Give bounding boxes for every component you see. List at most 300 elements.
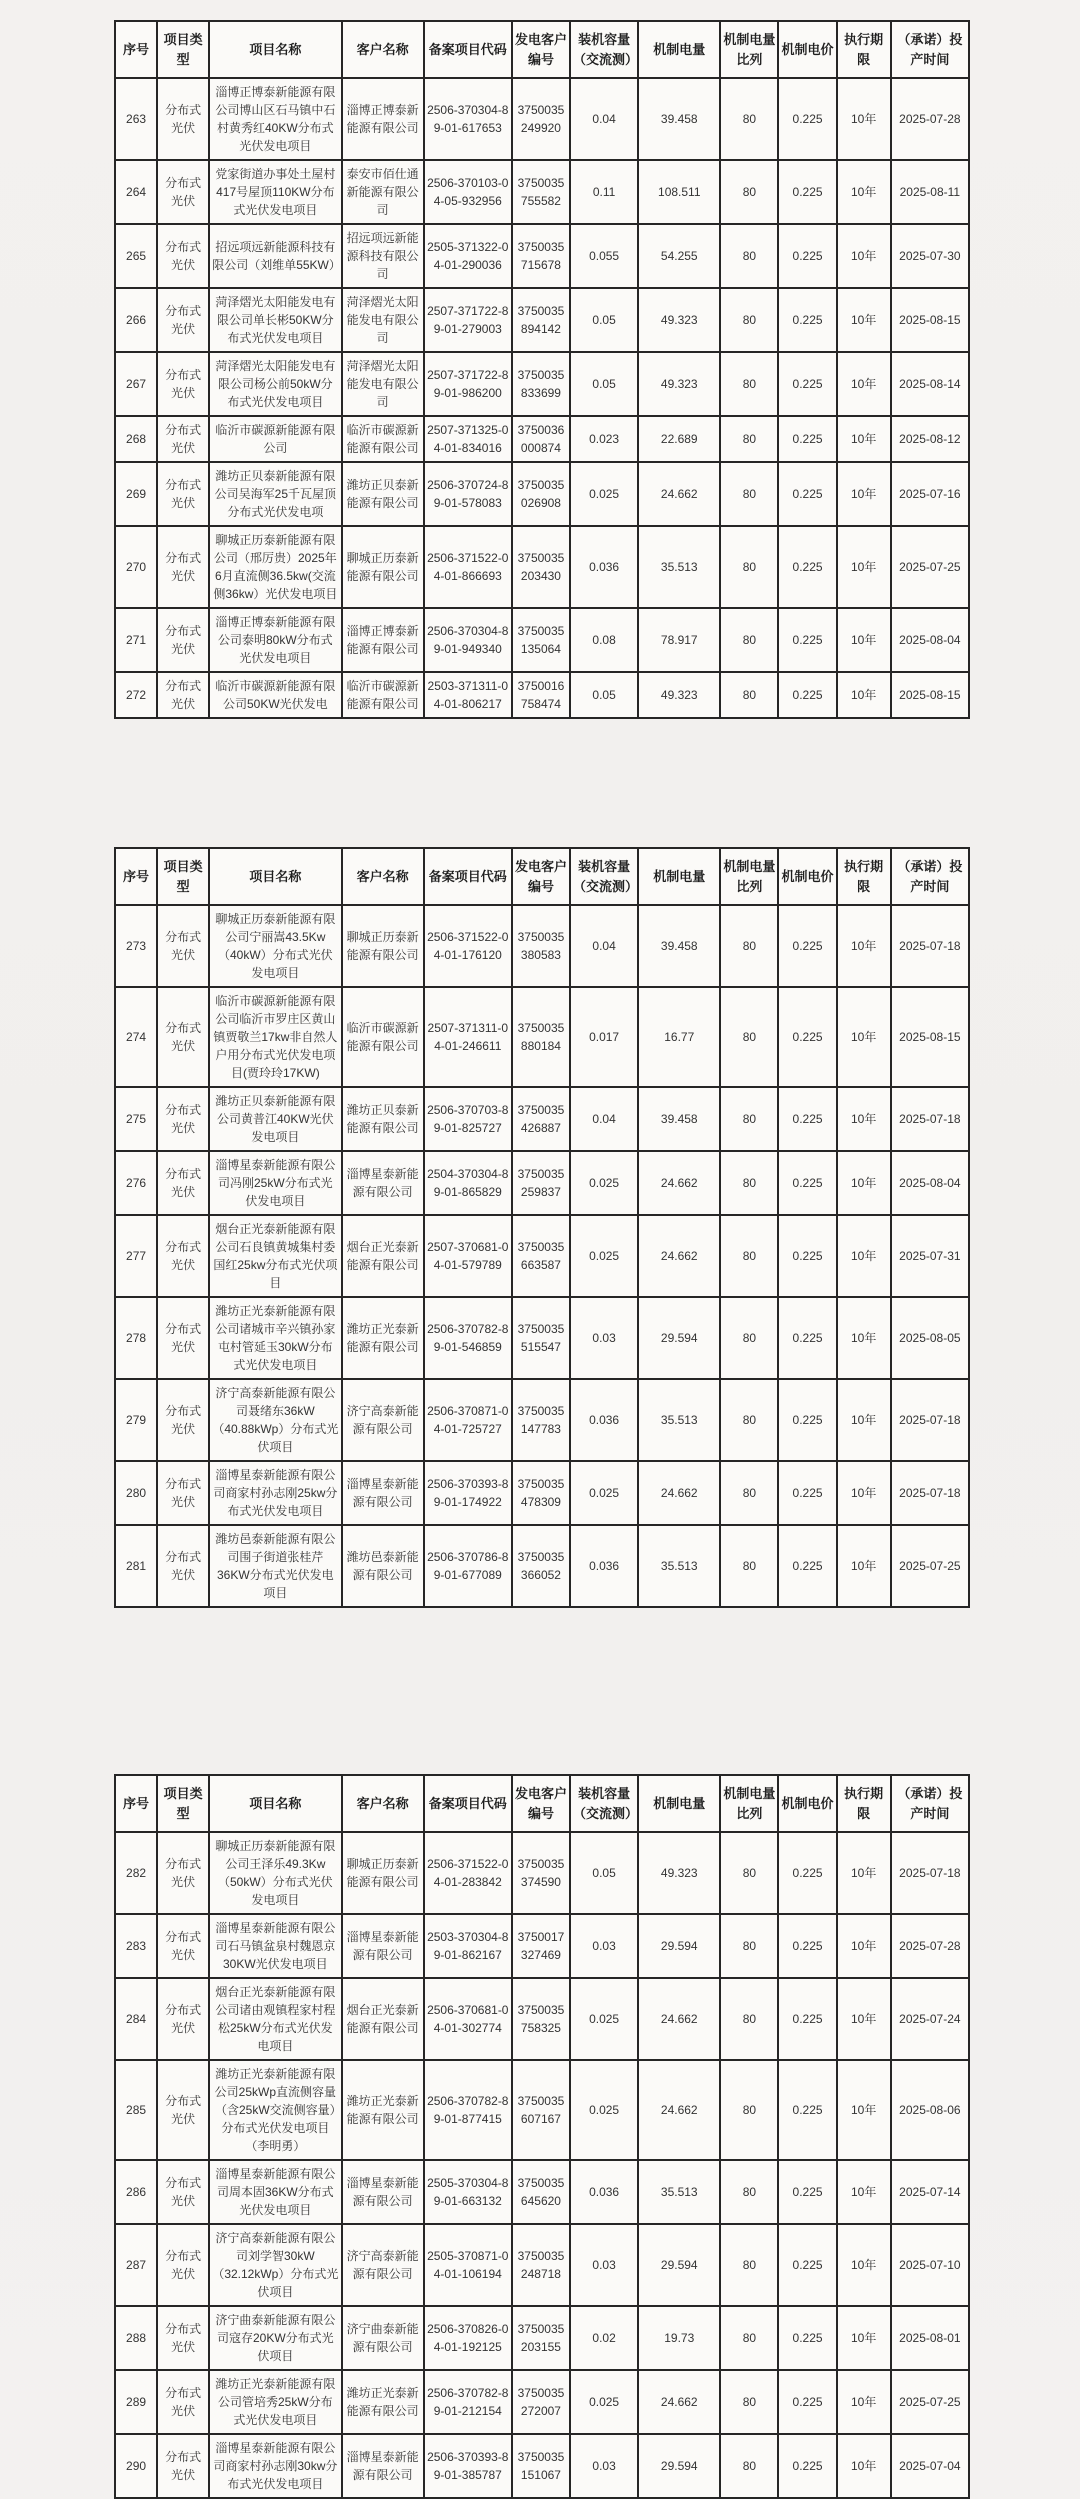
cell-price: 0.225 — [778, 160, 836, 224]
cell-seq: 279 — [115, 1379, 157, 1461]
cell-type: 分布式光伏 — [157, 1379, 209, 1461]
cell-term: 10年 — [837, 1978, 891, 2060]
cell-term: 10年 — [837, 2160, 891, 2224]
cell-term: 10年 — [837, 1297, 891, 1379]
column-header-price: 机制电价 — [778, 1775, 836, 1832]
cell-seq: 269 — [115, 462, 157, 526]
cell-term: 10年 — [837, 1525, 891, 1607]
table-row — [115, 1297, 969, 1379]
cell-customer_no: 3750035426887 — [512, 1087, 570, 1151]
cell-seq: 273 — [115, 905, 157, 987]
table-row — [115, 2370, 969, 2434]
cell-project: 淄博星泰新能源有限公司冯刚25kW分布式光伏发电项目 — [209, 1151, 341, 1215]
cell-seq: 276 — [115, 1151, 157, 1215]
table-row — [115, 2160, 969, 2224]
column-header-seq: 序号 — [115, 21, 157, 78]
cell-date: 2025-07-14 — [891, 2160, 969, 2224]
cell-mech_ratio: 80 — [720, 1832, 778, 1914]
table-row — [115, 1832, 969, 1914]
column-header-customer_no: 发电客户编号 — [512, 848, 570, 905]
cell-seq: 277 — [115, 1215, 157, 1297]
cell-code: 2505-371322-04-01-290036 — [424, 224, 512, 288]
cell-capacity: 0.025 — [570, 1151, 638, 1215]
table-row — [115, 1215, 969, 1297]
cell-capacity: 0.036 — [570, 1525, 638, 1607]
column-header-date: （承诺）投产时间 — [891, 848, 969, 905]
column-header-term: 执行期限 — [837, 21, 891, 78]
cell-capacity: 0.11 — [570, 160, 638, 224]
cell-project: 淄博星泰新能源有限公司商家村孙志刚25kw分布式光伏发电项目 — [209, 1461, 341, 1525]
cell-customer_no: 3750035272007 — [512, 2370, 570, 2434]
table-row — [115, 1087, 969, 1151]
cell-customer_no: 3750035607167 — [512, 2060, 570, 2160]
cell-mech_energy: 49.323 — [638, 352, 720, 416]
cell-type: 分布式光伏 — [157, 672, 209, 718]
cell-date: 2025-07-18 — [891, 905, 969, 987]
cell-mech_energy: 49.323 — [638, 288, 720, 352]
cell-term: 10年 — [837, 2060, 891, 2160]
cell-term: 10年 — [837, 1832, 891, 1914]
column-header-seq: 序号 — [115, 848, 157, 905]
cell-code: 2506-370826-04-01-192125 — [424, 2306, 512, 2370]
column-header-mech_ratio: 机制电量比列 — [720, 21, 778, 78]
cell-customer_no: 3750035151067 — [512, 2434, 570, 2498]
cell-mech_ratio: 80 — [720, 2434, 778, 2498]
cell-capacity: 0.03 — [570, 1914, 638, 1978]
cell-project: 潍坊正光泰新能源有限公司诸城市辛兴镇孙家屯村管延玉30kW分布式光伏发电项目 — [209, 1297, 341, 1379]
table-row — [115, 352, 969, 416]
cell-term: 10年 — [837, 1914, 891, 1978]
cell-mech_energy: 24.662 — [638, 2060, 720, 2160]
cell-code: 2506-370724-89-01-578083 — [424, 462, 512, 526]
column-header-type: 项目类型 — [157, 848, 209, 905]
column-header-project: 项目名称 — [209, 848, 341, 905]
cell-customer_no: 3750035026908 — [512, 462, 570, 526]
column-header-mech_energy: 机制电量 — [638, 1775, 720, 1832]
cell-mech_energy: 39.458 — [638, 78, 720, 160]
table-row — [115, 1151, 969, 1215]
cell-mech_ratio: 80 — [720, 1978, 778, 2060]
cell-type: 分布式光伏 — [157, 224, 209, 288]
cell-mech_ratio: 80 — [720, 1914, 778, 1978]
cell-code: 2507-371722-89-01-279003 — [424, 288, 512, 352]
cell-customer: 菏泽熠光太阳能发电有限公司 — [342, 288, 424, 352]
cell-term: 10年 — [837, 416, 891, 462]
cell-term: 10年 — [837, 224, 891, 288]
table-row — [115, 288, 969, 352]
cell-seq: 270 — [115, 526, 157, 608]
cell-customer_no: 3750035248718 — [512, 2224, 570, 2306]
cell-customer: 潍坊正贝泰新能源有限公司 — [342, 462, 424, 526]
table-row — [115, 672, 969, 718]
cell-date: 2025-07-18 — [891, 1832, 969, 1914]
cell-code: 2506-371522-04-01-283842 — [424, 1832, 512, 1914]
cell-mech_ratio: 80 — [720, 1525, 778, 1607]
column-header-customer: 客户名称 — [342, 1775, 424, 1832]
cell-type: 分布式光伏 — [157, 416, 209, 462]
cell-seq: 272 — [115, 672, 157, 718]
cell-project: 临沂市碳源新能源有限公司临沂市罗庄区黄山镇贾敬兰17kw非自然人户用分布式光伏发电项目(贾玲玲17KW) — [209, 987, 341, 1087]
cell-mech_ratio: 80 — [720, 160, 778, 224]
cell-price: 0.225 — [778, 352, 836, 416]
cell-customer: 聊城正历泰新能源有限公司 — [342, 1832, 424, 1914]
cell-term: 10年 — [837, 2434, 891, 2498]
table-row — [115, 2224, 969, 2306]
cell-customer_no: 3750036000874 — [512, 416, 570, 462]
cell-capacity: 0.04 — [570, 1087, 638, 1151]
cell-price: 0.225 — [778, 1914, 836, 1978]
cell-price: 0.225 — [778, 2060, 836, 2160]
cell-customer: 烟台正光泰新能源有限公司 — [342, 1978, 424, 2060]
cell-term: 10年 — [837, 1215, 891, 1297]
cell-capacity: 0.036 — [570, 2160, 638, 2224]
cell-project: 淄博星泰新能源有限公司周本固36KW分布式光伏发电项目 — [209, 2160, 341, 2224]
cell-seq: 271 — [115, 608, 157, 672]
table-row — [115, 78, 969, 160]
cell-customer_no: 3750035515547 — [512, 1297, 570, 1379]
cell-customer_no: 3750035203155 — [512, 2306, 570, 2370]
cell-customer: 临沂市碳源新能源有限公司 — [342, 987, 424, 1087]
cell-mech_energy: 35.513 — [638, 1525, 720, 1607]
cell-customer_no: 3750035366052 — [512, 1525, 570, 1607]
cell-term: 10年 — [837, 905, 891, 987]
cell-mech_energy: 24.662 — [638, 462, 720, 526]
cell-price: 0.225 — [778, 608, 836, 672]
cell-project: 菏泽熠光太阳能发电有限公司单长彬50KW分布式光伏发电项目 — [209, 288, 341, 352]
cell-customer_no: 3750035758325 — [512, 1978, 570, 2060]
cell-customer: 淄博星泰新能源有限公司 — [342, 2434, 424, 2498]
cell-capacity: 0.05 — [570, 1832, 638, 1914]
column-header-customer_no: 发电客户编号 — [512, 21, 570, 78]
table-row — [115, 462, 969, 526]
table-row — [115, 526, 969, 608]
cell-date: 2025-07-18 — [891, 1087, 969, 1151]
cell-term: 10年 — [837, 78, 891, 160]
cell-capacity: 0.036 — [570, 526, 638, 608]
cell-mech_energy: 54.255 — [638, 224, 720, 288]
cell-customer_no: 3750035147783 — [512, 1379, 570, 1461]
cell-mech_energy: 35.513 — [638, 526, 720, 608]
cell-project: 淄博星泰新能源有限公司商家村孙志刚30kw分布式光伏发电项目 — [209, 2434, 341, 2498]
cell-code: 2505-370871-04-01-106194 — [424, 2224, 512, 2306]
cell-seq: 274 — [115, 987, 157, 1087]
cell-project: 聊城正历泰新能源有限公司王泽乐49.3Kw（50kW）分布式光伏发电项目 — [209, 1832, 341, 1914]
cell-type: 分布式光伏 — [157, 1832, 209, 1914]
cell-customer: 济宁高泰新能源有限公司 — [342, 2224, 424, 2306]
cell-date: 2025-07-28 — [891, 1914, 969, 1978]
column-header-term: 执行期限 — [837, 1775, 891, 1832]
column-header-customer: 客户名称 — [342, 848, 424, 905]
cell-type: 分布式光伏 — [157, 352, 209, 416]
cell-price: 0.225 — [778, 672, 836, 718]
cell-seq: 278 — [115, 1297, 157, 1379]
column-header-mech_ratio: 机制电量比列 — [720, 1775, 778, 1832]
cell-capacity: 0.05 — [570, 672, 638, 718]
column-header-code: 备案项目代码 — [424, 21, 512, 78]
cell-customer: 招远项远新能源科技有限公司 — [342, 224, 424, 288]
cell-type: 分布式光伏 — [157, 2306, 209, 2370]
cell-customer_no: 3750035203430 — [512, 526, 570, 608]
cell-mech_ratio: 80 — [720, 462, 778, 526]
cell-customer: 聊城正历泰新能源有限公司 — [342, 905, 424, 987]
cell-date: 2025-08-05 — [891, 1297, 969, 1379]
table-row — [115, 2306, 969, 2370]
cell-capacity: 0.08 — [570, 608, 638, 672]
cell-seq: 289 — [115, 2370, 157, 2434]
cell-seq: 264 — [115, 160, 157, 224]
cell-code: 2507-370681-04-01-579789 — [424, 1215, 512, 1297]
cell-term: 10年 — [837, 608, 891, 672]
cell-project: 淄博星泰新能源有限公司石马镇盆泉村魏恩京30KW光伏发电项目 — [209, 1914, 341, 1978]
table-row — [115, 1914, 969, 1978]
cell-customer: 潍坊正光泰新能源有限公司 — [342, 2370, 424, 2434]
cell-code: 2506-370304-89-01-617653 — [424, 78, 512, 160]
cell-project: 潍坊正贝泰新能源有限公司吴海军25千瓦屋顶分布式光伏发电项 — [209, 462, 341, 526]
cell-date: 2025-08-04 — [891, 608, 969, 672]
cell-mech_energy: 29.594 — [638, 2224, 720, 2306]
cell-project: 招远项远新能源科技有限公司（刘维单55KW） — [209, 224, 341, 288]
cell-customer: 临沂市碳源新能源有限公司 — [342, 416, 424, 462]
cell-customer_no: 3750035894142 — [512, 288, 570, 352]
projects-table-section-2 — [114, 719, 970, 1608]
cell-project: 聊城正历泰新能源有限公司（邢厉贵）2025年6月直流侧36.5kw(交流侧36kw）光伏发电项目 — [209, 526, 341, 608]
cell-seq: 285 — [115, 2060, 157, 2160]
cell-price: 0.225 — [778, 1978, 836, 2060]
cell-project: 聊城正历泰新能源有限公司宁丽嵩43.5Kw（40kW）分布式光伏发电项目 — [209, 905, 341, 987]
cell-price: 0.225 — [778, 1832, 836, 1914]
cell-customer_no: 3750035663587 — [512, 1215, 570, 1297]
cell-code: 2506-370703-89-01-825727 — [424, 1087, 512, 1151]
cell-date: 2025-07-04 — [891, 2434, 969, 2498]
cell-seq: 275 — [115, 1087, 157, 1151]
cell-code: 2506-370786-89-01-677089 — [424, 1525, 512, 1607]
column-header-type: 项目类型 — [157, 1775, 209, 1832]
cell-customer: 淄博星泰新能源有限公司 — [342, 1151, 424, 1215]
cell-code: 2506-370782-89-01-877415 — [424, 2060, 512, 2160]
cell-mech_energy: 108.511 — [638, 160, 720, 224]
cell-mech_ratio: 80 — [720, 2060, 778, 2160]
cell-term: 10年 — [837, 526, 891, 608]
table-row — [115, 160, 969, 224]
cell-capacity: 0.025 — [570, 2060, 638, 2160]
cell-customer: 菏泽熠光太阳能发电有限公司 — [342, 352, 424, 416]
column-header-project: 项目名称 — [209, 21, 341, 78]
cell-date: 2025-07-18 — [891, 1461, 969, 1525]
cell-term: 10年 — [837, 1151, 891, 1215]
column-header-customer: 客户名称 — [342, 21, 424, 78]
cell-mech_ratio: 80 — [720, 352, 778, 416]
cell-customer_no: 3750035374590 — [512, 1832, 570, 1914]
cell-mech_ratio: 80 — [720, 288, 778, 352]
cell-customer_no: 3750035715678 — [512, 224, 570, 288]
cell-code: 2507-371311-04-01-246611 — [424, 987, 512, 1087]
cell-price: 0.225 — [778, 905, 836, 987]
cell-capacity: 0.05 — [570, 352, 638, 416]
cell-seq: 287 — [115, 2224, 157, 2306]
cell-code: 2506-370871-04-01-725727 — [424, 1379, 512, 1461]
cell-term: 10年 — [837, 2306, 891, 2370]
cell-capacity: 0.017 — [570, 987, 638, 1087]
cell-term: 10年 — [837, 1379, 891, 1461]
cell-seq: 267 — [115, 352, 157, 416]
cell-code: 2507-371722-89-01-986200 — [424, 352, 512, 416]
cell-mech_energy: 24.662 — [638, 1461, 720, 1525]
cell-code: 2506-371522-04-01-176120 — [424, 905, 512, 987]
cell-project: 淄博正博泰新能源有限公司博山区石马镇中石村黄秀红40KW分布式光伏发电项目 — [209, 78, 341, 160]
cell-code: 2507-371325-04-01-834016 — [424, 416, 512, 462]
cell-code: 2506-371522-04-01-866693 — [424, 526, 512, 608]
cell-type: 分布式光伏 — [157, 2370, 209, 2434]
table-row — [115, 224, 969, 288]
cell-mech_ratio: 80 — [720, 672, 778, 718]
cell-code: 2506-370393-89-01-385787 — [424, 2434, 512, 2498]
cell-term: 10年 — [837, 462, 891, 526]
cell-mech_energy: 78.917 — [638, 608, 720, 672]
column-header-mech_energy: 机制电量 — [638, 848, 720, 905]
cell-mech_energy: 19.73 — [638, 2306, 720, 2370]
cell-term: 10年 — [837, 987, 891, 1087]
cell-capacity: 0.02 — [570, 2306, 638, 2370]
cell-code: 2503-370304-89-01-862167 — [424, 1914, 512, 1978]
cell-capacity: 0.023 — [570, 416, 638, 462]
cell-type: 分布式光伏 — [157, 987, 209, 1087]
cell-customer_no: 3750017327469 — [512, 1914, 570, 1978]
cell-capacity: 0.055 — [570, 224, 638, 288]
cell-mech_ratio: 80 — [720, 1215, 778, 1297]
cell-code: 2506-370393-89-01-174922 — [424, 1461, 512, 1525]
cell-customer: 济宁高泰新能源有限公司 — [342, 1379, 424, 1461]
cell-customer_no: 3750016758474 — [512, 672, 570, 718]
projects-table-2 — [114, 847, 970, 1608]
cell-customer_no: 3750035380583 — [512, 905, 570, 987]
cell-mech_ratio: 80 — [720, 987, 778, 1087]
cell-mech_ratio: 80 — [720, 2370, 778, 2434]
column-header-price: 机制电价 — [778, 21, 836, 78]
cell-mech_ratio: 80 — [720, 1151, 778, 1215]
cell-customer: 聊城正历泰新能源有限公司 — [342, 526, 424, 608]
cell-term: 10年 — [837, 672, 891, 718]
cell-customer_no: 3750035880184 — [512, 987, 570, 1087]
cell-type: 分布式光伏 — [157, 2434, 209, 2498]
column-header-term: 执行期限 — [837, 848, 891, 905]
cell-mech_ratio: 80 — [720, 1461, 778, 1525]
cell-type: 分布式光伏 — [157, 1914, 209, 1978]
cell-mech_ratio: 80 — [720, 2224, 778, 2306]
cell-type: 分布式光伏 — [157, 2160, 209, 2224]
cell-date: 2025-07-24 — [891, 1978, 969, 2060]
cell-date: 2025-07-25 — [891, 1525, 969, 1607]
cell-code: 2506-370103-04-05-932956 — [424, 160, 512, 224]
column-header-date: （承诺）投产时间 — [891, 21, 969, 78]
cell-price: 0.225 — [778, 1461, 836, 1525]
cell-date: 2025-08-15 — [891, 987, 969, 1087]
projects-table-3 — [114, 1774, 970, 2499]
cell-customer: 淄博星泰新能源有限公司 — [342, 1914, 424, 1978]
cell-seq: 284 — [115, 1978, 157, 2060]
table-row — [115, 905, 969, 987]
cell-price: 0.225 — [778, 2160, 836, 2224]
cell-customer: 淄博星泰新能源有限公司 — [342, 2160, 424, 2224]
cell-capacity: 0.04 — [570, 905, 638, 987]
cell-mech_ratio: 80 — [720, 1297, 778, 1379]
cell-seq: 263 — [115, 78, 157, 160]
cell-date: 2025-07-30 — [891, 224, 969, 288]
cell-project: 潍坊正光泰新能源有限公司管培秀25kW分布式光伏发电项目 — [209, 2370, 341, 2434]
cell-seq: 280 — [115, 1461, 157, 1525]
cell-type: 分布式光伏 — [157, 1978, 209, 2060]
cell-seq: 288 — [115, 2306, 157, 2370]
cell-project: 烟台正光泰新能源有限公司石良镇黄城集村委国红25kw分布式光伏项目 — [209, 1215, 341, 1297]
column-header-type: 项目类型 — [157, 21, 209, 78]
cell-code: 2506-370681-04-01-302774 — [424, 1978, 512, 2060]
cell-type: 分布式光伏 — [157, 2224, 209, 2306]
table-row — [115, 1525, 969, 1607]
cell-project: 济宁曲泰新能源有限公司寇存20KW分布式光伏项目 — [209, 2306, 341, 2370]
cell-type: 分布式光伏 — [157, 288, 209, 352]
cell-mech_energy: 24.662 — [638, 1151, 720, 1215]
cell-price: 0.225 — [778, 1297, 836, 1379]
table-row — [115, 1461, 969, 1525]
column-header-price: 机制电价 — [778, 848, 836, 905]
cell-seq: 286 — [115, 2160, 157, 2224]
table-row — [115, 416, 969, 462]
column-header-code: 备案项目代码 — [424, 848, 512, 905]
cell-price: 0.225 — [778, 416, 836, 462]
cell-capacity: 0.025 — [570, 1215, 638, 1297]
header-row — [115, 848, 969, 905]
cell-customer_no: 3750035249920 — [512, 78, 570, 160]
cell-price: 0.225 — [778, 1151, 836, 1215]
cell-price: 0.225 — [778, 1525, 836, 1607]
cell-mech_energy: 24.662 — [638, 1215, 720, 1297]
cell-customer_no: 3750035833699 — [512, 352, 570, 416]
table-row — [115, 1379, 969, 1461]
cell-capacity: 0.025 — [570, 1978, 638, 2060]
cell-date: 2025-08-01 — [891, 2306, 969, 2370]
cell-capacity: 0.03 — [570, 1297, 638, 1379]
cell-price: 0.225 — [778, 526, 836, 608]
cell-price: 0.225 — [778, 288, 836, 352]
cell-mech_energy: 24.662 — [638, 2370, 720, 2434]
cell-price: 0.225 — [778, 224, 836, 288]
column-header-project: 项目名称 — [209, 1775, 341, 1832]
cell-term: 10年 — [837, 352, 891, 416]
cell-mech_energy: 29.594 — [638, 2434, 720, 2498]
column-header-capacity: 装机容量（交流测） — [570, 1775, 638, 1832]
cell-project: 潍坊邑泰新能源有限公司围子街道张桂芹36KW分布式光伏发电项目 — [209, 1525, 341, 1607]
cell-mech_ratio: 80 — [720, 1087, 778, 1151]
cell-capacity: 0.025 — [570, 2370, 638, 2434]
cell-price: 0.225 — [778, 1379, 836, 1461]
column-header-customer_no: 发电客户编号 — [512, 1775, 570, 1832]
cell-seq: 283 — [115, 1914, 157, 1978]
table-row — [115, 2434, 969, 2498]
cell-date: 2025-08-04 — [891, 1151, 969, 1215]
cell-type: 分布式光伏 — [157, 2060, 209, 2160]
cell-code: 2503-371311-04-01-806217 — [424, 672, 512, 718]
table-row — [115, 1978, 969, 2060]
cell-customer: 淄博星泰新能源有限公司 — [342, 1461, 424, 1525]
cell-mech_ratio: 80 — [720, 1379, 778, 1461]
cell-project: 济宁高泰新能源有限公司聂绪东36kW（40.88kWp）分布式光伏项目 — [209, 1379, 341, 1461]
cell-date: 2025-07-10 — [891, 2224, 969, 2306]
cell-project: 潍坊正贝泰新能源有限公司黄普江40KW光伏发电项目 — [209, 1087, 341, 1151]
cell-term: 10年 — [837, 2224, 891, 2306]
header-row — [115, 21, 969, 78]
column-header-date: （承诺）投产时间 — [891, 1775, 969, 1832]
cell-customer_no: 3750035645620 — [512, 2160, 570, 2224]
cell-customer_no: 3750035259837 — [512, 1151, 570, 1215]
